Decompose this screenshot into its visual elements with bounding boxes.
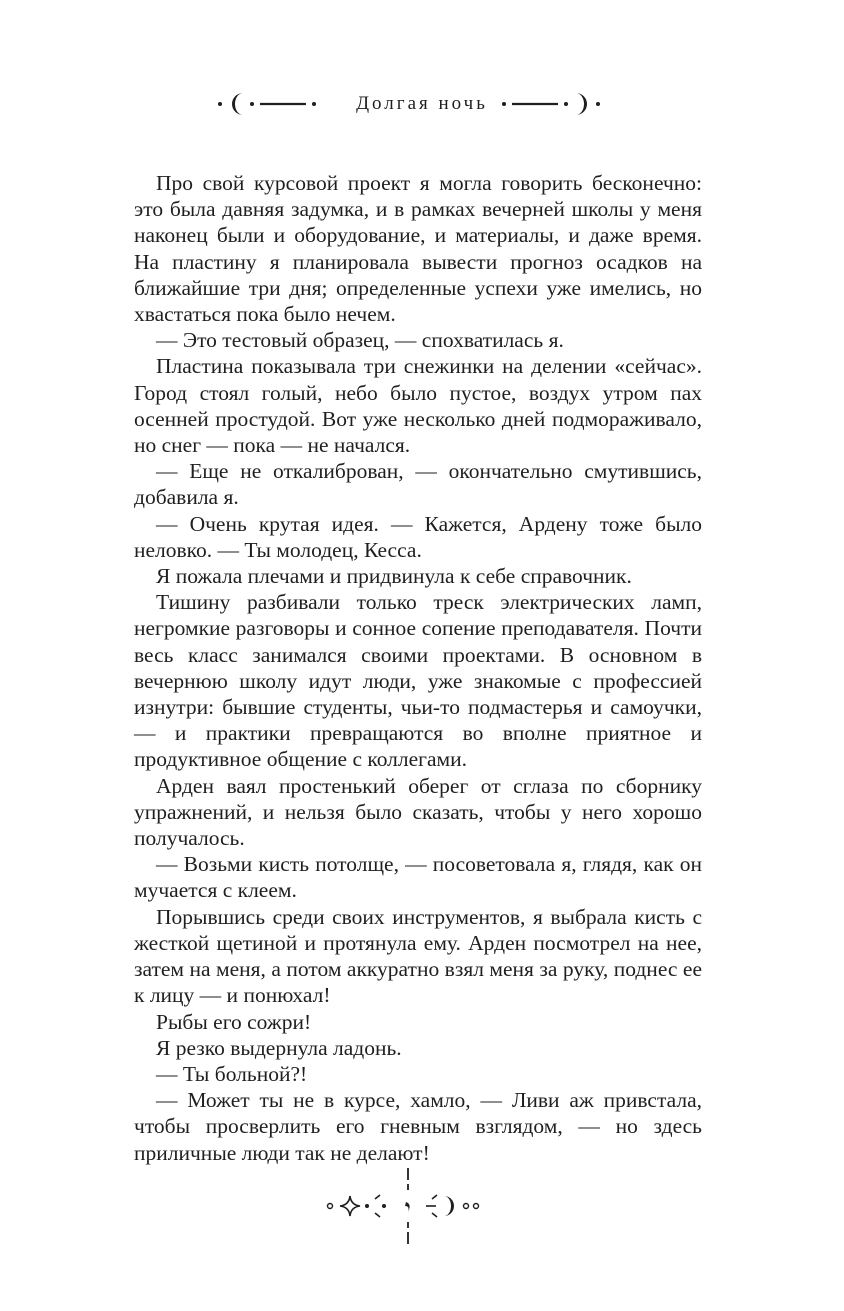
paragraph: Порывшись среди своих инструментов, я выбрала кисть с жесткой щетиной и протянула ему. Арден посмотрел на нее, затем на меня, а потом аккуратно взял меня за руку, поднес ее к лицу — и понюхал! — [134, 904, 702, 1008]
paragraph: Про свой курсовой проект я могла говорить бесконечно: это была давняя задумка, и в рамках вечерней школы у меня наконец были и оборудование, и материалы, и даже время. На пластину я планировала вывести прогноз осадков на ближайшие три дня; определенные успехи уже имелись, но хвастаться пока было нечем. — [134, 171, 702, 327]
paragraph: — Еще не откалиброван, — окончательно смутившись, добавила я. — [134, 459, 702, 510]
paragraph: Рыбы его сожри! — [156, 1009, 312, 1034]
paragraph: Тишину разбивали только треск электрических ламп, негромкие разговоры и сонное сопение преподавателя. Почти весь класс занимался своими проектами. В основном в вечернюю школу идут люди, уже знакомые с профессией изнутри: бывшие студенты, чьи-то подмастерья и самоучки, — и практики превращаются во вполне приятное и продуктивное общение с коллегами. — [134, 590, 702, 772]
running-title-text: Долгая ночь — [350, 93, 494, 114]
paragraph: — Может ты не в курсе, хамло, — Ливи аж привстала, чтобы просверлить его гневным взглядом, — но здесь приличные люди так не делают! — [134, 1088, 702, 1165]
paragraph: Пластина показывала три снежинки на делении «сейчас». Город стоял голый, небо было пустое, воздух утром пах осенней простудой. Вот уже несколько дней подмораживало, но снег — пока — не начался. — [134, 354, 702, 458]
body-text — [134, 170, 702, 1166]
paragraph: — Ты больной?! — [156, 1061, 308, 1086]
paragraph: Я резко выдернула ладонь. — [156, 1035, 402, 1060]
paragraph: — Очень крутая идея. — Кажется, Ардену тоже было неловко. — Ты молодец, Кесса. — [134, 511, 702, 562]
paragraph: — Это тестовый образец, — спохватилась я. — [156, 328, 564, 353]
running-title — [0, 92, 844, 116]
footer-ornament — [320, 1166, 490, 1246]
paragraph: — Возьми кисть потолще, — посоветовала я, глядя, как он мучается с клеем. — [134, 852, 702, 903]
running-header — [0, 88, 844, 122]
paragraph: Арден ваял простенький оберег от сглаза по сборнику упражнений, и нельзя было сказать, чтобы у него хорошо получалось. — [134, 773, 702, 851]
star-moon-ornament-icon — [320, 1166, 490, 1246]
paragraph: Я пожала плечами и придвинула к себе справочник. — [156, 564, 632, 589]
